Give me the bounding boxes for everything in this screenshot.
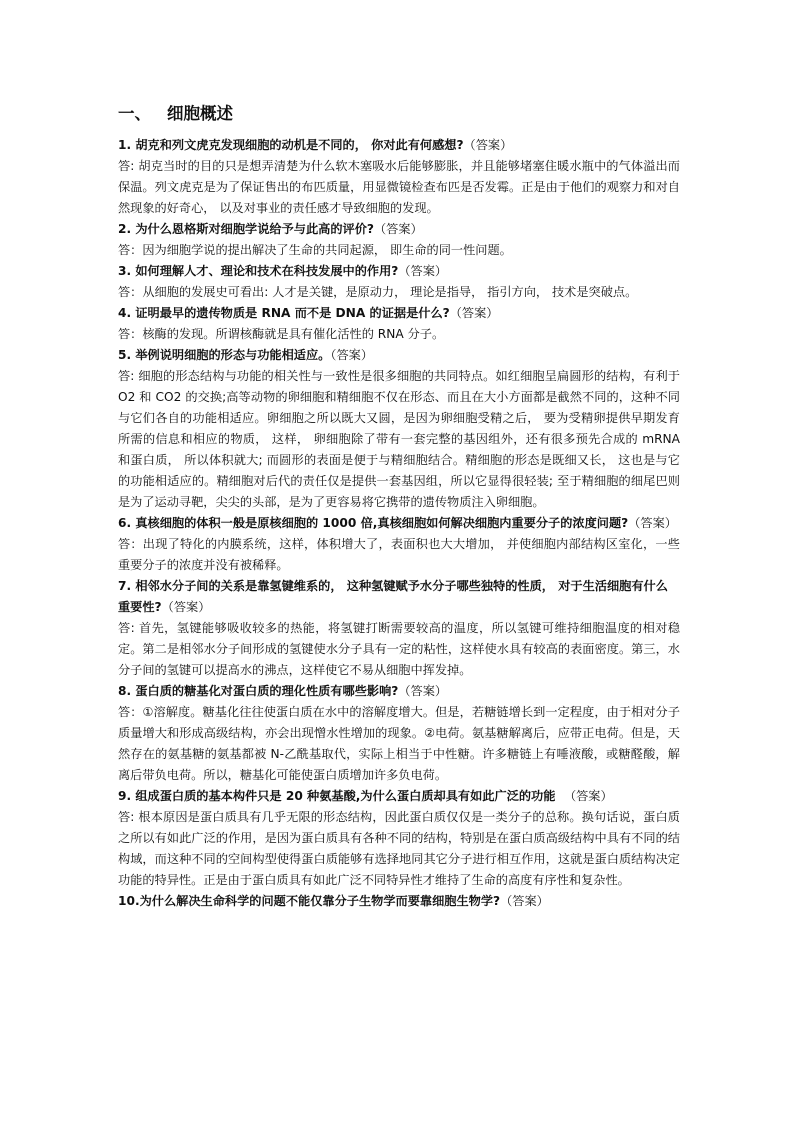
question: 2. 为什么恩格斯对细胞学说给予与此高的评价?（答案）: [118, 222, 423, 236]
document-page: [118, 104, 680, 912]
question: 10.为什么解决生命科学的问题不能仅靠分子生物学而要靠细胞生物学?（答案）: [118, 894, 549, 908]
answer-tag: （答案）: [330, 348, 374, 362]
answer: 答：核酶的发现。所谓核酶就是具有催化活性的 RNA 分子。: [118, 327, 445, 341]
question: 6. 真核细胞的体积一般是原核细胞的 1000 倍,真核细胞如何解决细胞内重要分子的浓度问题?（答案）: [118, 516, 677, 530]
qa-item: [118, 891, 680, 912]
answer-tag: （答案）: [500, 894, 549, 908]
answer: 答：从细胞的发展史可看出: 人才是关键，是原动力， 理论是指导， 指引方向， 技术是突破点。: [118, 285, 638, 299]
answer: 答：出现了特化的内膜系统，这样，体积增大了，表面积也大大增加， 并使细胞内部结构区室化，一些重要分子的浓度并没有被稀释。: [118, 537, 680, 572]
answer: 答: 根本原因是蛋白质具有几乎无限的形态结构，因此蛋白质仅仅是一类分子的总称。换句话说，蛋白质之所以有如此广泛的作用，是因为蛋白质具有各种不同的结构，特别是在蛋白质高级结构中具有不同的结构域，而这种不同的空间构型使得蛋白质能够有选择地同其它分子进行相互作用，这就是蛋白质结构决定功能的特异性。正是由于蛋白质具有如此广泛不同特异性才维持了生命的高度有序性和复杂性。: [118, 810, 680, 887]
question: 8. 蛋白质的糖基化对蛋白质的理化性质有哪些影响?（答案）: [118, 684, 448, 698]
answer: 答：①溶解度。糖基化往往使蛋白质在水中的溶解度增大。但是，若糖链增长到一定程度，由于相对分子质量增大和形成高级结构，亦会出现憎水性增加的现象。②电荷。氨基糖解离后，应带正电荷。但是，天然存在的氨基糖的氨基都被 N-乙酰基取代，实际上相当于中性糖。许多糖链上有唾液酸，或糖醛酸，解离后带负电荷。所以，糖基化可能使蛋白质增加许多负电荷。: [118, 705, 680, 782]
qa-item: [118, 303, 680, 345]
answer-tag: （答案）: [449, 306, 499, 320]
answer: 答: 细胞的形态结构与功能的相关性与一致性是很多细胞的共同特点。如红细胞呈扁圆形的结构，有利于 O2 和 CO2 的交换;高等动物的卵细胞和精细胞不仅在形态、而且在大小方面都是截然不同的，这种不同与它们各自的功能相适应。卵细胞之所以既大又圆，是因为卵细胞受精之后， 要为受精卵提供早期发育所需的信息和相应的物质， 这样， 卵细胞除了带有一套完整的基因组外，还有很多预先合成的 mRNA 和蛋白质， 所以体积就大; 而圆形的表面是便于与精细胞结合。精细胞的形态是既细又长， 这也是与它的功能相适应的。精细胞对后代的责任仅是提供一套基因组，所以它显得很轻装; 至于精细胞的细尾巴则是为了运动寻靶，尖尖的头部，是为了更容易将它携带的遗传物质注入卵细胞。: [118, 369, 680, 509]
section-heading: [118, 104, 680, 124]
question: 9. 组成蛋白质的基本构件只是 20 种氨基酸,为什么蛋白质却具有如此广泛的功能 （答案）: [118, 789, 613, 803]
qa-item: [118, 261, 680, 303]
answer-tag: （答案）: [463, 138, 513, 152]
answer: 答: 胡克当时的目的只是想弄清楚为什么软木塞吸水后能够膨胀，并且能够堵塞住暖水瓶中的气体溢出而保温。列文虎克是为了保证售出的布匹质量，用显微镜检查布匹是否发霉。正是由于他们的观察力和对自然现象的好奇心， 以及对事业的责任感才导致细胞的发现。: [118, 159, 680, 215]
qa-item: [118, 135, 680, 219]
qa-item: [118, 219, 680, 261]
answer-tag: （答案）: [161, 600, 211, 614]
answer-tag: （答案）: [628, 516, 677, 530]
section-number: 一、: [118, 104, 151, 123]
qa-item: [118, 786, 680, 891]
qa-item: [118, 513, 680, 576]
qa-item: [118, 345, 680, 513]
section-title: 细胞概述: [167, 104, 233, 123]
question: 3. 如何理解人才、理论和技术在科技发展中的作用?（答案）: [118, 264, 448, 278]
question: 5. 举例说明细胞的形态与功能相适应。（答案）: [118, 348, 374, 362]
answer-tag: （答案）: [374, 222, 423, 236]
answer: 答：因为细胞学说的提出解决了生命的共同起源， 即生命的同一性问题。: [118, 243, 512, 257]
question: 7. 相邻水分子间的关系是靠氢键维系的， 这种氢键赋予水分子哪些独特的性质， 对于生活细胞有什么重要性?（答案）: [118, 579, 668, 614]
answer-tag: （答案）: [563, 789, 613, 803]
answer: 答: 首先，氢键能够吸收较多的热能，将氢键打断需要较高的温度，所以氢键可维持细胞温度的相对稳定。第二是相邻水分子间形成的氢键使水分子具有一定的粘性，这样使水具有较高的表面密度。第三，水分子间的氢键可以提高水的沸点，这样使它不易从细胞中挥发掉。: [118, 621, 680, 677]
question: 4. 证明最早的遗传物质是 RNA 而不是 DNA 的证据是什么?（答案）: [118, 306, 499, 320]
qa-item: [118, 681, 680, 786]
answer-tag: （答案）: [398, 264, 448, 278]
qa-item: [118, 576, 680, 681]
answer-tag: （答案）: [398, 684, 448, 698]
question: 1. 胡克和列文虎克发现细胞的动机是不同的， 你对此有何感想?（答案）: [118, 138, 513, 152]
